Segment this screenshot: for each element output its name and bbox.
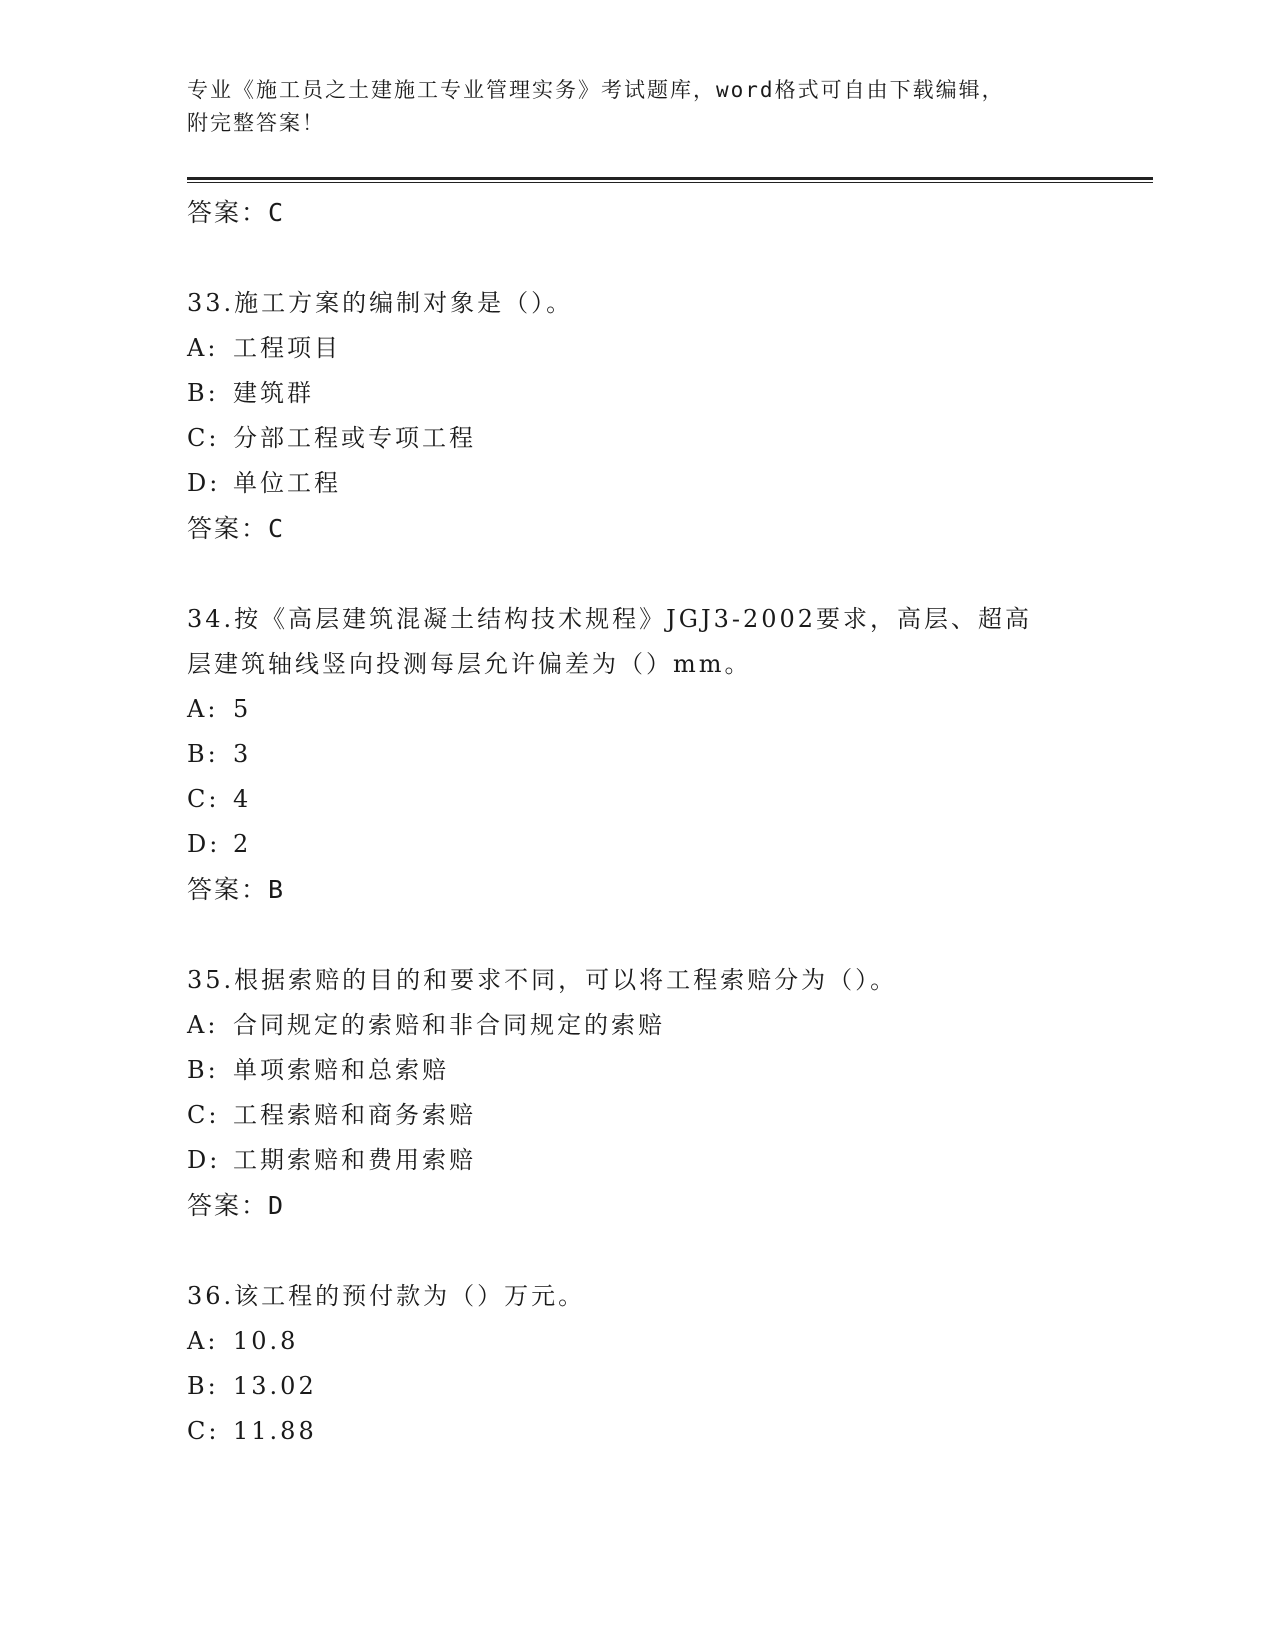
option-row <box>187 371 1087 416</box>
option-row <box>187 1364 1087 1409</box>
option-text: 单项索赔和总索赔 <box>233 1056 449 1084</box>
option-row <box>187 687 1087 732</box>
option-label: C: <box>187 1417 220 1445</box>
option-row <box>187 822 1087 867</box>
option-text: 13.02 <box>233 1372 317 1400</box>
option-label: D: <box>187 469 221 497</box>
option-text: 分部工程或专项工程 <box>233 424 476 452</box>
option-text: 工程项目 <box>233 334 341 362</box>
option-row <box>187 1319 1087 1364</box>
option-label: C: <box>187 424 220 452</box>
option-row <box>187 1409 1087 1454</box>
option-text: 4 <box>233 785 252 813</box>
question-stem: 34.按《高层建筑混凝土结构技术规程》JGJ3-2002要求，高层、超高 <box>187 605 1033 633</box>
option-label: C: <box>187 785 220 813</box>
option-label: D: <box>187 830 221 858</box>
option-text: 合同规定的索赔和非合同规定的索赔 <box>233 1011 665 1039</box>
question-block <box>187 1274 1087 1454</box>
question-block <box>187 597 1087 912</box>
option-label: A: <box>187 1327 219 1355</box>
option-row <box>187 326 1087 371</box>
question-block <box>187 281 1087 551</box>
option-row <box>187 777 1087 822</box>
question-block <box>187 958 1087 1228</box>
header-line-2: 附完整答案！ <box>187 111 325 135</box>
option-label: B: <box>187 1372 219 1400</box>
option-text: 5 <box>233 695 252 723</box>
option-row <box>187 732 1087 777</box>
option-text: 11.88 <box>233 1417 317 1445</box>
option-row <box>187 461 1087 506</box>
spacer <box>187 235 1087 281</box>
header-rule-thick <box>187 177 1153 180</box>
option-row <box>187 1048 1087 1093</box>
answer-line: 答案：B <box>187 875 286 904</box>
spacer <box>187 1228 1087 1274</box>
option-label: C: <box>187 1101 220 1129</box>
option-label: B: <box>187 740 219 768</box>
option-text: 单位工程 <box>233 469 341 497</box>
spacer <box>187 912 1087 958</box>
option-text: 2 <box>233 830 252 858</box>
option-label: B: <box>187 379 219 407</box>
question-stem: 33.施工方案的编制对象是（）。 <box>187 289 574 317</box>
spacer <box>187 551 1087 597</box>
option-text: 工程索赔和商务索赔 <box>233 1101 476 1129</box>
option-label: A: <box>187 1011 219 1039</box>
question-list <box>187 190 1087 1454</box>
answer-line: 答案：C <box>187 514 286 543</box>
answer-line: 答案：D <box>187 1191 286 1220</box>
option-label: A: <box>187 695 219 723</box>
option-row <box>187 416 1087 461</box>
option-text: 3 <box>233 740 252 768</box>
question-stem: 36.该工程的预付款为（）万元。 <box>187 1282 586 1310</box>
option-text: 10.8 <box>233 1327 299 1355</box>
option-row <box>187 1138 1087 1183</box>
question-stem-continuation: 层建筑轴线竖向投测每层允许偏差为（）mm。 <box>187 650 752 678</box>
option-row <box>187 1093 1087 1138</box>
document-header <box>187 74 1087 140</box>
option-label: D: <box>187 1146 221 1174</box>
option-text: 工期索赔和费用索赔 <box>233 1146 476 1174</box>
header-line-1: 专业《施工员之土建施工专业管理实务》考试题库，word格式可自由下载编辑， <box>187 78 1005 102</box>
header-rule-thin <box>187 182 1153 183</box>
option-label: B: <box>187 1056 219 1084</box>
question-stem: 35.根据索赔的目的和要求不同，可以将工程索赔分为（）。 <box>187 966 898 994</box>
option-row <box>187 1003 1087 1048</box>
option-text: 建筑群 <box>233 379 314 407</box>
option-label: A: <box>187 334 219 362</box>
answer-line: 答案：C <box>187 198 286 227</box>
